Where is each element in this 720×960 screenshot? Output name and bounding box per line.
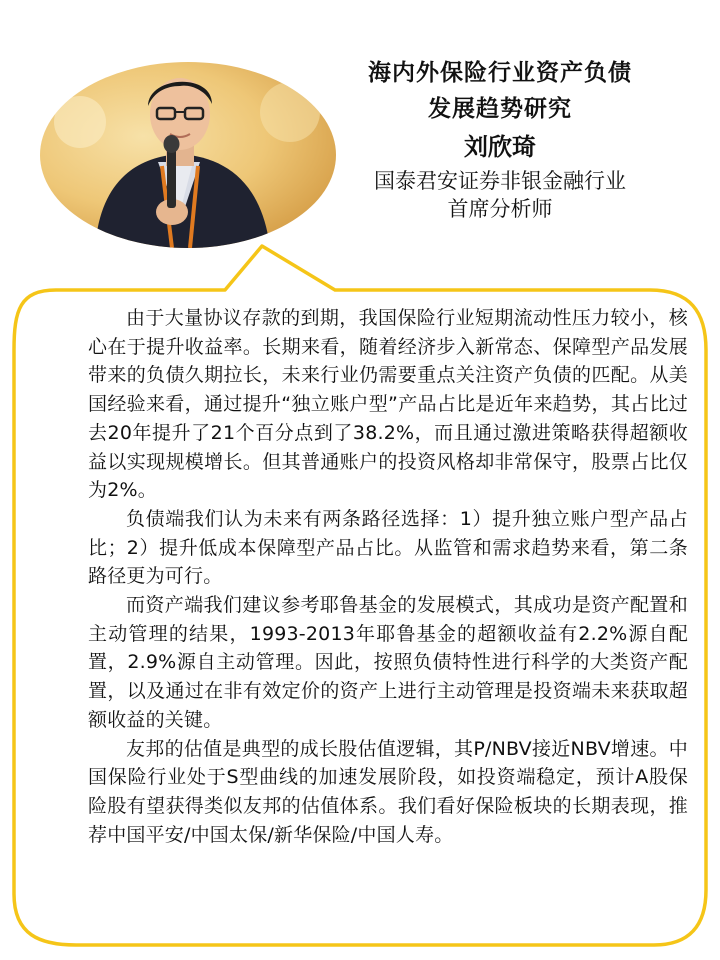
paragraph: 而资产端我们建议参考耶鲁基金的发展模式，其成功是资产配置和主动管理的结果，1993-2013年耶鲁基金的超额收益有2.2%源自配置，2.9%源自主动管理。因此，按照负债特性进行科学的大类资产配置，以及通过在非有效定价的资产上进行主动管理是投资端未来获取超额收益的关键。	[88, 594, 688, 731]
author-affiliation-line-1: 国泰君安证券非银金融行业	[374, 169, 626, 193]
paragraph: 友邦的估值是典型的成长股估值逻辑，其P/NBV接近NBV增速。中国保险行业处于S型曲线的加速发展阶段，如投资端稳定，预计A股保险股有望获得类似友邦的估值体系。我们看好保险板块的长期表现，推荐中国平安/中国太保/新华保险/中国人寿。	[88, 737, 688, 846]
paragraph: 负债端我们认为未来有两条路径选择：1）提升独立账户型产品占比；2）提升低成本保障型产品占比。从监管和需求趋势来看，第二条路径更为可行。	[88, 507, 688, 588]
article-body	[88, 304, 688, 849]
title-line-1: 海内外保险行业资产负债	[368, 60, 632, 86]
paragraph: 由于大量协议存款的到期，我国保险行业短期流动性压力较小，核心在于提升收益率。长期来看，随着经济步入新常态、保障型产品发展带来的负债久期拉长，未来行业仍需要重点关注资产负债的匹配。从美国经验来看，通过提升“独立账户型”产品占比是近年来趋势，其占比过去20年提升了21个百分点到了38.2%，而且通过激进策略获得超额收益以实现规模增长。但其普通账户的投资风格却非常保守，股票占比仅为2%。	[88, 307, 688, 502]
title-line-2: 发展趋势研究	[428, 96, 572, 122]
author-affiliation-line-2: 首席分析师	[447, 197, 553, 221]
author-name: 刘欣琦	[464, 133, 536, 161]
